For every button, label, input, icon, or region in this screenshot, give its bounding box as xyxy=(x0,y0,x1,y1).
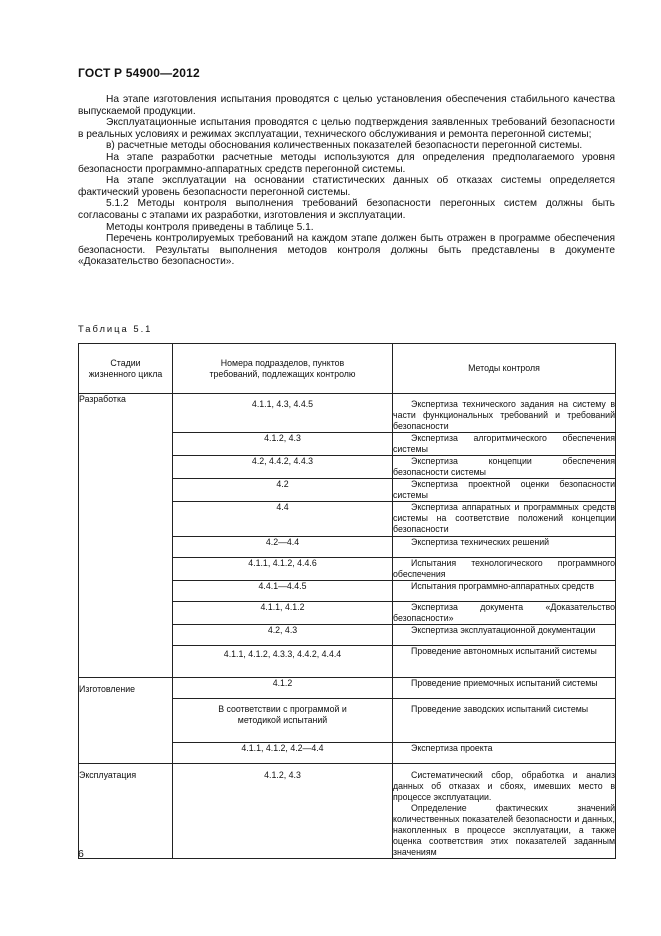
method-text: Экспертиза концепции обеспечения безопасности системы xyxy=(393,456,615,477)
paragraph: Перечень контролируемых требований на каждом этапе должен быть отражен в программе обеспечения безопасности. Результаты выполнения методов контроля должны быть представлены в документе «Доказательство безопасности». xyxy=(78,233,615,268)
requirement-numbers: 4.1.1, 4.1.2 xyxy=(173,602,393,625)
stage-cell: Эксплуатация xyxy=(79,764,173,859)
method-text: Испытания программно-аппаратных средств xyxy=(411,581,595,591)
paragraph: На этапе эксплуатации на основании статистических данных об отказах системы определяется фактический уровень безопасности перегонной системы. xyxy=(78,175,615,198)
method-text: Экспертиза технических решений xyxy=(411,537,550,547)
method-text: Экспертиза аппаратных и программных средств системы на соответствие положений концепции безопасности xyxy=(393,502,615,534)
control-method xyxy=(393,537,616,558)
requirement-numbers: 4.2, 4.4.2, 4.4.3 xyxy=(173,456,393,479)
control-method xyxy=(393,581,616,602)
stage-cell: Разработка xyxy=(79,394,173,678)
method-text: Проведение заводских испытаний системы xyxy=(411,704,589,714)
requirement-numbers: 4.1.1, 4.1.2, 4.3.3, 4.4.2, 4.4.4 xyxy=(173,646,393,678)
requirement-numbers: 4.4.1—4.4.5 xyxy=(173,581,393,602)
requirement-numbers: 4.1.1, 4.3, 4.4.5 xyxy=(173,394,393,433)
control-method xyxy=(393,699,616,743)
document-header: ГОСТ Р 54900—2012 xyxy=(78,66,200,80)
table-row xyxy=(79,678,616,699)
paragraph: Методы контроля приведены в таблице 5.1. xyxy=(106,221,314,233)
table-caption: Таблица 5.1 xyxy=(78,323,153,334)
header-methods: Методы контроля xyxy=(393,344,616,394)
control-method xyxy=(393,764,616,859)
method-text: Проведение автономных испытаний системы xyxy=(411,646,597,656)
control-method xyxy=(393,433,616,456)
control-method xyxy=(393,602,616,625)
control-method xyxy=(393,743,616,764)
control-method xyxy=(393,625,616,646)
control-methods-table xyxy=(78,343,616,859)
body-text xyxy=(78,94,615,268)
requirement-numbers: 4.2, 4.3 xyxy=(173,625,393,646)
method-text: Проведение приемочных испытаний системы xyxy=(411,678,598,688)
table-row xyxy=(79,764,616,859)
requirement-numbers: 4.2—4.4 xyxy=(173,537,393,558)
paragraph: 5.1.2 Методы контроля выполнения требований безопасности перегонных систем должны быть согласованы с этапами их разработки, изготовления и эксплуатации. xyxy=(78,198,615,221)
control-method xyxy=(393,479,616,502)
control-method xyxy=(393,646,616,678)
table-header-row xyxy=(79,344,616,394)
header-numbers: Номера подразделов, пунктов требований, подлежащих контролю xyxy=(173,344,393,394)
control-method xyxy=(393,678,616,699)
method-text: Определение фактических значений количественных показателей безопасности и данных, накопленных в процессе эксплуатации, а также оценка соответствия этих показателей заданным значениям xyxy=(393,803,615,857)
paragraph: На этапе разработки расчетные методы используются для определения предполагаемого уровня безопасности программно-аппаратных средств перегонной системы. xyxy=(78,151,615,175)
requirement-numbers: В соответствии с программой и методикой испытаний xyxy=(173,699,393,743)
method-text: Экспертиза проекта xyxy=(411,743,493,753)
method-text: Систематический сбор, обработка и анализ данных об отказах и сбоях, имевших место в процессе эксплуатации. xyxy=(393,770,615,802)
requirement-numbers: 4.1.2 xyxy=(173,678,393,699)
table-row xyxy=(79,394,616,433)
method-text: Экспертиза алгоритмического обеспечения системы xyxy=(393,433,615,454)
control-method xyxy=(393,394,616,433)
method-text: Экспертиза документа «Доказательство безопасности» xyxy=(393,602,615,623)
requirement-numbers: 4.1.1, 4.1.2, 4.2—4.4 xyxy=(173,743,393,764)
requirement-numbers: 4.4 xyxy=(173,502,393,537)
control-method xyxy=(393,558,616,581)
control-method xyxy=(393,502,616,537)
requirement-numbers: 4.1.2, 4.3 xyxy=(173,764,393,859)
control-method xyxy=(393,456,616,479)
header-stage: Стадии жизненного цикла xyxy=(79,344,173,394)
requirement-numbers: 4.1.1, 4.1.2, 4.4.6 xyxy=(173,558,393,581)
requirement-numbers: 4.2 xyxy=(173,479,393,502)
method-text: Испытания технологического программного обеспечения xyxy=(393,558,615,579)
method-text: Экспертиза проектной оценки безопасности системы xyxy=(393,479,615,500)
stage-cell: Изготовление xyxy=(79,678,173,764)
paragraph: в) расчетные методы обоснования количественных показателей безопасности перегонной системы. xyxy=(106,140,583,152)
method-text: Экспертиза технического задания на систему в части функциональных требований и требований безопасности xyxy=(393,399,615,431)
paragraph: На этапе изготовления испытания проводятся с целью установления обеспечения стабильного качества выпускаемой продукции. xyxy=(78,94,615,117)
requirement-numbers: 4.1.2, 4.3 xyxy=(173,433,393,456)
page-number: 6 xyxy=(78,848,84,860)
paragraph: Эксплуатационные испытания проводятся с целью подтверждения заявленных требований безопасности в реальных условиях и режимах эксплуатации, технического обслуживания и ремонта перегонной системы; xyxy=(78,117,615,140)
method-text: Экспертиза эксплуатационной документации xyxy=(411,625,596,635)
